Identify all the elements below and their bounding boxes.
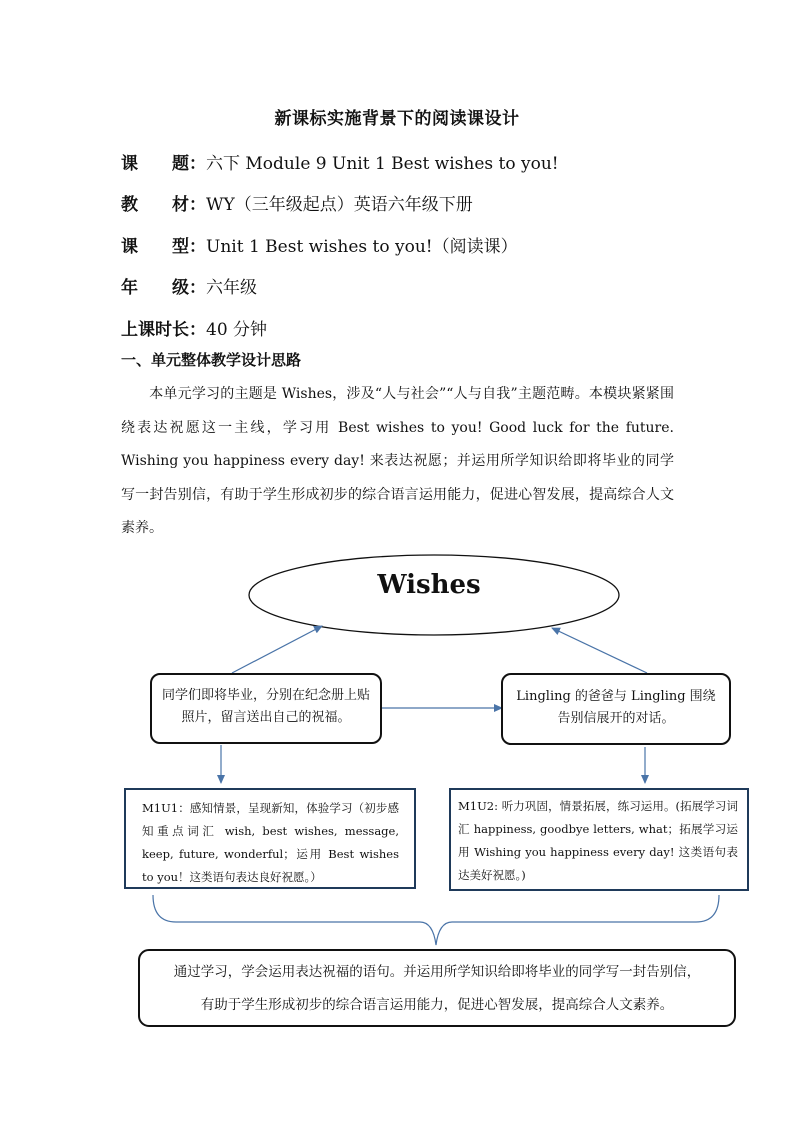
meta-duration-value: 40 分钟 [206, 320, 268, 340]
right-box-text: Lingling 的爸爸与 Lingling 围绕告别信展开的对话。 [516, 689, 716, 726]
left-box-text: 同学们即将毕业，分别在纪念册上贴照片，留言送出自己的祝福。 [161, 688, 370, 725]
left-lesson-text: M1U1：感知情景，呈现新知，体验学习（初步感知重点词汇 wish, best wishes, message, keep, future, wonderful；运用 Best wishes to you！这类语句表达良好祝愿。） [142, 801, 399, 884]
wishes-label: Wishes [377, 570, 481, 600]
arrow-left-to-center [232, 626, 322, 673]
meta-grade-value: 六年级 [206, 278, 257, 298]
arrow-right-to-center [552, 628, 647, 673]
page-title: 新课标实施背景下的阅读课设计 [274, 109, 520, 129]
meta-topic-key: 课 题： [121, 154, 206, 174]
meta-lesson-type-key: 课 型： [121, 237, 206, 257]
meta-textbook-key: 教 材： [121, 195, 206, 215]
meta-textbook-value: WY（三年级起点）英语六年级下册 [206, 195, 473, 215]
meta-grade-key: 年 级： [121, 278, 206, 298]
right-lesson-text: M1U2: 听力巩固，情景拓展，练习运用。(拓展学习词汇 happiness, goodbye letters, what；拓展学习运用 Wishing you happiness every day! 这类语句表达美好祝愿。) [458, 799, 738, 882]
section-heading: 一、单元整体教学设计思路 [121, 351, 302, 369]
summary-brace [153, 895, 719, 945]
meta-lesson-type-value: Unit 1 Best wishes to you!（阅读课） [206, 237, 518, 257]
meta-topic-value: 六下 Module 9 Unit 1 Best wishes to you! [206, 154, 559, 174]
meta-duration-key: 上课时长： [121, 320, 206, 340]
bottom-box-line1: 通过学习，学会运用表达祝福的语句。并运用所学知识给即将毕业的同学写一封告别信， [173, 964, 701, 980]
bottom-box-line2: 有助于学生形成初步的综合语言运用能力，促进心智发展，提高综合人文素养。 [200, 997, 674, 1013]
paragraph-text: 本单元学习的主题是 Wishes，涉及“人与社会”“人与自我”主题范畴。本模块紧紧围绕表达祝愿这一主线，学习用 Best wishes to you! Good luck for the future. Wishing you happiness every day! 来表达祝愿；并运用所学知识给即将毕业的同学写一封告别信，有助于学生形成初步的综合语言运用能力，促进心智发展，提高综合人文素养。 [121, 386, 674, 536]
